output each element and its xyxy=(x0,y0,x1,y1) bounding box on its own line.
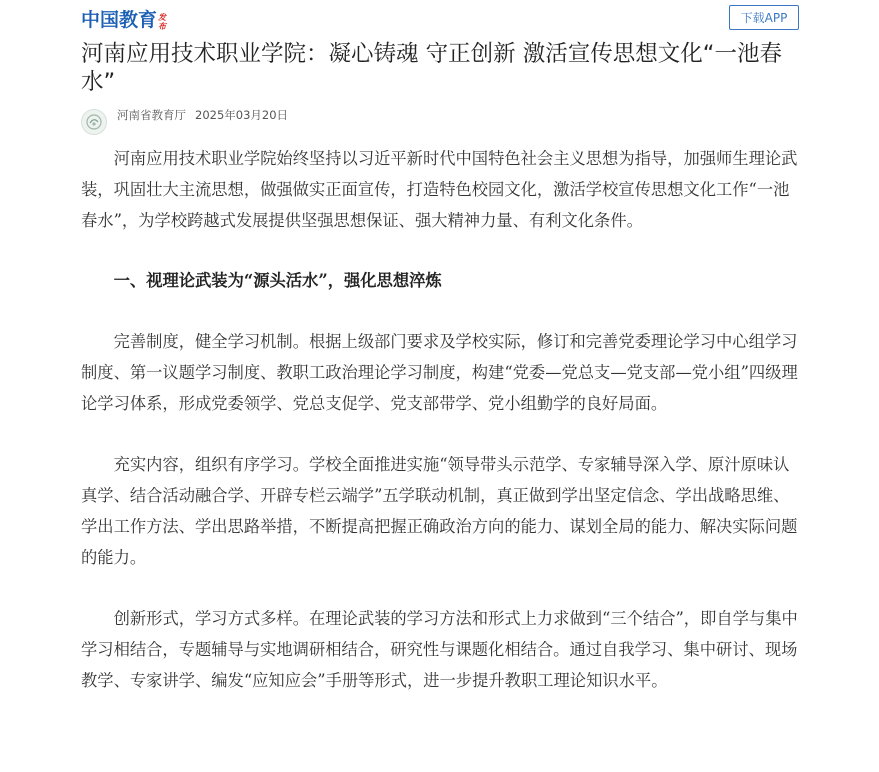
logo-badge-char-2: 布 xyxy=(158,22,167,31)
site-logo[interactable] xyxy=(81,7,166,31)
section-heading: 一、视理论武装为“源头活水”，强化思想淬炼 xyxy=(113,271,442,290)
article-meta xyxy=(81,106,288,136)
paragraph: 完善制度，健全学习机制。根据上级部门要求及学校实际，修订和完善党委理论学习中心组学习制度、第一议题学习制度、教职工政治理论学习制度，构建“党委—党总支—党支部—党小组”四级理论学习体系，形成党委领学、党总支促学、党支部带学、党小组勤学的良好局面。 xyxy=(81,332,798,413)
paragraph: 河南应用技术职业学院始终坚持以习近平新时代中国特色社会主义思想为指导，加强师生理论武装，巩固壮大主流思想，做强做实正面宣传，打造特色校园文化，激活学校宣传思想文化工作“一池春水”，为学校跨越式发展提供坚强思想保证、强大精神力量、有利文化条件。 xyxy=(81,149,798,230)
download-app-button[interactable]: 下载APP xyxy=(729,5,799,30)
paragraph: 充实内容，组织有序学习。学校全面推进实施“领导带头示范学、专家辅导深入学、原汁原味认真学、结合活动融合学、开辟专栏云端学”五学联动机制，真正做到学出坚定信念、学出战略思维、学出工作方法、学出思路举措，不断提高把握正确政治方向的能力、谋划全局的能力、解决实际问题的能力。 xyxy=(81,455,798,567)
article-body xyxy=(81,143,801,696)
top-bar xyxy=(0,0,879,38)
article-date: 2025年03月20日 xyxy=(195,108,289,122)
article-source[interactable]: 河南省教育厅 xyxy=(117,108,186,122)
logo-badge-char-1: 发 xyxy=(158,13,167,22)
logo-badge xyxy=(158,13,166,31)
source-avatar-icon xyxy=(81,109,107,135)
paragraph: 创新形式，学习方式多样。在理论武装的学习方法和形式上力求做到“三个结合”，即自学与集中学习相结合，专题辅导与实地调研相结合，研究性与课题化相结合。通过自我学习、集中研讨、现场教学、专家讲学、编发“应知应会”手册等形式，进一步提升教职工理论知识水平。 xyxy=(81,609,798,690)
article-title: 河南应用技术职业学院：凝心铸魂 守正创新 激活宣传思想文化“一池春水” xyxy=(81,41,782,95)
logo-text: 中国教育 xyxy=(81,9,158,31)
